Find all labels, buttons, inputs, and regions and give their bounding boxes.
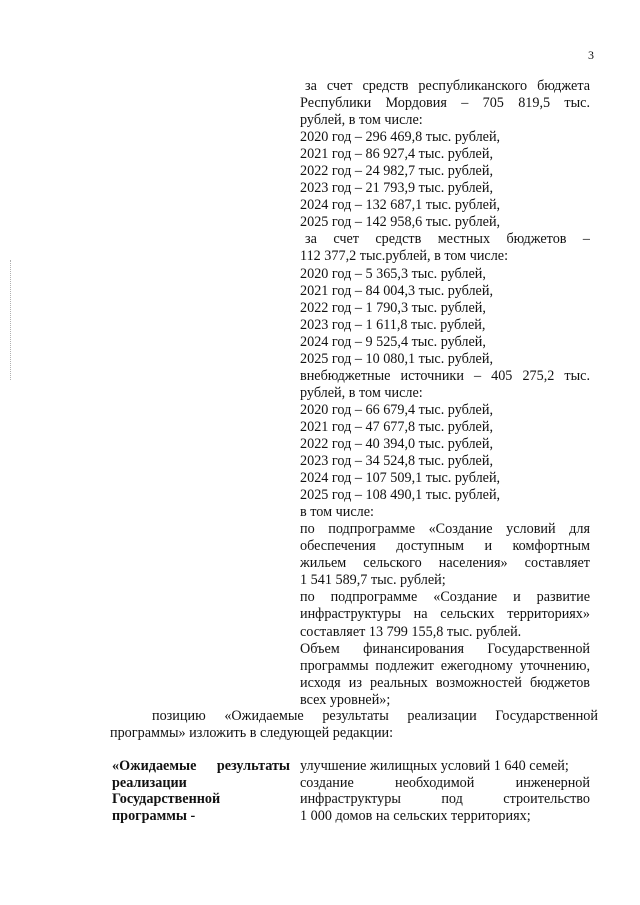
paragraph-line: позицию «Ожидаемые результаты реализации Государственной (152, 708, 598, 724)
paragraph-line: программы» изложить в следующей редакции: (110, 725, 394, 741)
label-line: программы - (112, 807, 196, 824)
financing-line: 2024 год – 9 525,4 тыс. рублей, (300, 333, 486, 350)
label-line: реализации (112, 774, 187, 791)
label-line: «Ожидаемые результаты (112, 758, 290, 774)
result-line: 1 000 домов на сельских территориях; (300, 807, 531, 824)
financing-line: 2021 год – 47 677,8 тыс. рублей, (300, 418, 493, 435)
result-line: инфраструктуры под строительство (300, 791, 590, 807)
financing-line: 2020 год – 5 365,3 тыс. рублей, (300, 265, 486, 282)
label-line: Государственной (112, 791, 221, 807)
financing-line: 112 377,2 тыс.рублей, в том числе: (300, 248, 509, 265)
financing-line: 2020 год – 296 469,8 тыс. рублей, (300, 129, 501, 146)
financing-line: 2023 год – 1 611,8 тыс. рублей, (300, 316, 486, 333)
financing-line: 1 541 589,7 тыс. рублей; (300, 572, 446, 589)
page-number: 3 (588, 48, 594, 62)
financing-line: исходя из реальных возможностей бюджетов (300, 674, 590, 691)
expected-results-label (112, 758, 290, 824)
financing-line: внебюджетные источники – 405 275,2 тыс. (300, 367, 590, 384)
financing-line: 2024 год – 132 687,1 тыс. рублей, (300, 197, 501, 214)
financing-line: 2022 год – 40 394,0 тыс. рублей, (300, 435, 493, 452)
financing-line: всех уровней»; (300, 691, 391, 708)
financing-line: 2025 год – 108 490,1 тыс. рублей, (300, 487, 501, 504)
financing-line: за счет средств республиканского бюджета (305, 78, 590, 94)
financing-line: инфраструктуры на сельских территориях» (300, 606, 590, 623)
financing-line: 2021 год – 84 004,3 тыс. рублей, (300, 282, 493, 299)
result-line: создание необходимой инженерной (300, 774, 590, 791)
financing-line: по подпрограмме «Создание и развитие (300, 589, 590, 606)
result-line: улучшение жилищных условий 1 640 семей; (300, 758, 569, 774)
financing-line: 2023 год – 34 524,8 тыс. рублей, (300, 453, 493, 470)
financing-line: в том числе: (300, 504, 374, 521)
position-paragraph (110, 708, 598, 742)
financing-line: 2025 год – 10 080,1 тыс. рублей, (300, 350, 493, 367)
financing-line: 2022 год – 24 982,7 тыс. рублей, (300, 163, 493, 180)
financing-line: 2022 год – 1 790,3 тыс. рублей, (300, 299, 486, 316)
financing-line: 2020 год – 66 679,4 тыс. рублей, (300, 401, 493, 418)
financing-line: 2025 год – 142 958,6 тыс. рублей, (300, 214, 501, 231)
financing-line: 2024 год – 107 509,1 тыс. рублей, (300, 470, 501, 487)
financing-line: рублей, в том числе: (300, 112, 423, 129)
financing-line: обеспечения доступным и комфортным (300, 538, 590, 555)
financing-line: рублей, в том числе: (300, 384, 423, 401)
scan-edge-mark (10, 260, 12, 380)
financing-section (300, 78, 590, 709)
financing-line: Объем финансирования Государственной (300, 640, 590, 657)
financing-line: составляет 13 799 155,8 тыс. рублей. (300, 623, 522, 640)
expected-results-value (300, 758, 590, 824)
financing-line: 2023 год – 21 793,9 тыс. рублей, (300, 180, 493, 197)
financing-line: за счет средств местных бюджетов – (305, 231, 590, 248)
financing-line: 2021 год – 86 927,4 тыс. рублей, (300, 146, 493, 163)
financing-line: по подпрограмме «Создание условий для (300, 521, 590, 538)
financing-line: жильем сельского населения» составляет (300, 555, 590, 572)
financing-line: программы подлежит ежегодному уточнению, (300, 657, 590, 674)
financing-line: Республики Мордовия – 705 819,5 тыс. (300, 95, 590, 112)
